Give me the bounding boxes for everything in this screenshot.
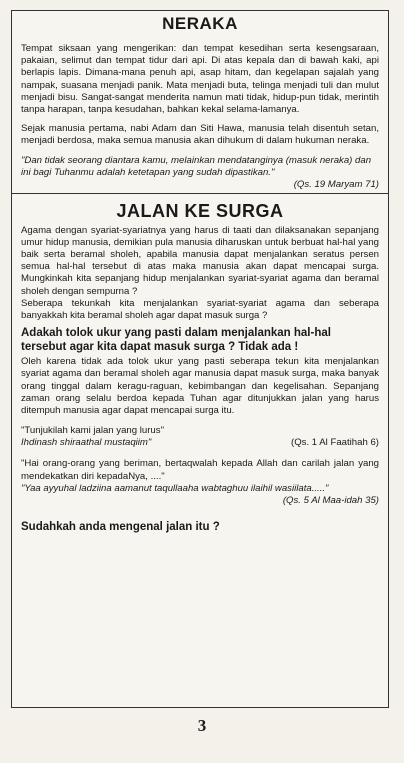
verse-1-transliteration: Ihdinash shiraathal mustaqiim" <box>21 437 152 449</box>
closing-question: Sudahkah anda mengenal jalan itu ? <box>21 521 220 534</box>
verse-1 <box>21 425 379 449</box>
section-title-neraka: NERAKA <box>162 14 238 33</box>
verse-2-transliteration: "Yaa ayyuhal ladziina aamanut taqullaaha wabtaghuu ilaihil wasiilata....." <box>21 482 329 494</box>
neraka-paragraph-1: Tempat siksaan yang mengerikan: dan tempat kesedihan serta kesengsaraan, pakaian, selimut dan tempat tidur dari api. Di atas kepala dan di bawah kaki, api berlapis lapis. Dimana-mana penuh api, asap hitam, dan kegelapan sajalah yang nampak, suasana menjadi panik. Mata menjadi buta, telinga menjadi tuli dan mulut menjadi bisu. Sangat-sangat menderita namun mati tidak, hidup-pun tidak, merintih tanpa harapan, tanpa kesudahan, bahkan kekal selama-lamanya. <box>21 43 379 116</box>
verse-2 <box>21 458 379 509</box>
surga-paragraph-2: Seberapa tekunkah kita menjalankan syariat-syariat agama dan seberapa banyakkah kita beramal sholeh agar dapat masuk surga ? <box>21 297 379 322</box>
neraka-quote-reference: (Qs. 19 Maryam 71) <box>12 179 388 194</box>
surga-paragraph-3: Oleh karena tidak ada tolok ukur yang pasti seberapa tekun kita menjalankan syariat agama dan beramal sholeh agar manusia dapat masuk surga, maka banyak orang tinggal dalam keragu-raguan, kebimbangan dan kegelisahan. Sepanjang zaman orang selalu berdoa kepada Tuhan agar ditunjukkan jalan yang harus ditempuh manusia agar dapat mencapai surga itu. <box>21 356 379 417</box>
verse-2-translation: "Hai orang-orang yang beriman, bertaqwalah kepada Allah dan carilah jalan yang mendekatkan diri kepadaNya, ...." <box>21 458 379 482</box>
page-panel <box>11 10 389 708</box>
verse-1-translation: "Tunjukilah kami jalan yang lurus" <box>21 425 164 437</box>
verse-2-reference: (Qs. 5 Al Maa-idah 35) <box>282 495 379 507</box>
neraka-paragraph-2: Sejak manusia pertama, nabi Adam dan Siti Hawa, manusia telah disentuh setan, menjadi berdosa, maka semua manusia akan dihukum di dalam hukuman neraka. <box>21 123 379 147</box>
verse-1-reference: (Qs. 1 Al Faatihah 6) <box>291 437 379 449</box>
surga-question-heading: Adakah tolok ukur yang pasti dalam menjalankan hal-hal tersebut agar kita dapat masuk surga ? Tidak ada ! <box>21 327 331 353</box>
neraka-quote: "Dan tidak seorang diantara kamu, melainkan mendatanginya (masuk neraka) dan ini bagi Tuhanmu adalah ketetapan yang sudah dipastikan." <box>21 154 372 178</box>
surga-paragraph-1: Agama dengan syariat-syariatnya yang harus di taati dan dilaksanakan sepanjang umur hidup manusia, demikian pula manusia diharuskan untuk berbuat hal-hal yang baik serta beramal sholeh, apabila manusia dapat menjalankan seratus persen semua hal-hal tersebut di atas maka manusia akan dapat mencapai surga. Mungkinkah kita sepanjang hidup menjalankan syariat-syariat agama dan beramal sholeh dengan sempurna ? <box>21 224 379 297</box>
page-number: 3 <box>197 716 207 735</box>
section-title-jalan-ke-surga: JALAN KE SURGA <box>116 200 284 221</box>
